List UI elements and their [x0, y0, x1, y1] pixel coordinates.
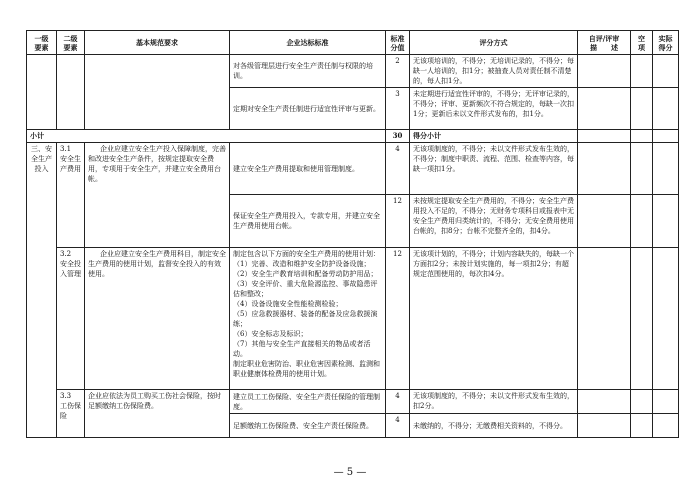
- enterprise-standard-cell: 定期对安全生产责任制进行适宜性评审与更新。: [230, 88, 386, 130]
- subtotal-score: 30: [386, 130, 410, 143]
- enterprise-standard-cell: 建立员工工伤保险、安全生产责任保险的管理制度。: [230, 390, 386, 414]
- actual-score-cell: [653, 143, 679, 195]
- level1-section-cell: 三、安全生产投入: [27, 143, 57, 438]
- enterprise-standard-cell: 足额缴纳工伤保险费、安全生产责任保险费。: [230, 414, 386, 438]
- scoring-method-cell: 无该项制度的，不得分；未以文件形式发布生效的，不得分；制度中职责、流程、范围、检查等内容，每缺一项扣1分。: [410, 143, 578, 195]
- self-eval-cell: [578, 143, 631, 195]
- header-standard-score: 标准 分值: [386, 31, 410, 55]
- actual-score-cell: [653, 248, 679, 390]
- scoring-method-cell: 无该项计划的，不得分；计划内容缺失的，每缺一个方面扣2分；未按计划实施的，每一项扣2分；有超规定范围使用的，每次扣4分。: [410, 248, 578, 390]
- header-level2: 二级 要素: [57, 31, 85, 55]
- subtotal-method: 得分小计: [410, 130, 578, 143]
- actual-score-cell: [653, 88, 679, 130]
- self-eval-cell: [578, 414, 631, 438]
- empty-item-cell: [631, 130, 653, 143]
- level1-cell: [27, 55, 57, 130]
- basic-requirement-cell: 企业应依法为员工购买工伤社会保险，按时足额缴纳工伤保险费。: [85, 390, 230, 438]
- enterprise-standard-cell: 对各级管理层进行安全生产责任制与权限的培训。: [230, 55, 386, 88]
- basic-requirement-cell: [85, 55, 230, 130]
- enterprise-standard-cell: 保证安全生产费用投入，专款专用，并建立安全生产费用使用台帐。: [230, 195, 386, 248]
- empty-item-cell: [631, 55, 653, 88]
- scoring-method-cell: 未按规定提取安全生产费用的，不得分；安全生产费用投入不足的，不得分；无财务专项科目或报表中无安全生产费用归类统计的，不得分；无安全费用使用台帐的，扣8分；台帐不完整齐全的，扣4分。: [410, 195, 578, 248]
- self-eval-cell: [578, 195, 631, 248]
- self-eval-cell: [578, 130, 631, 143]
- header-self-evaluation: 自评/评审 描 述: [578, 31, 631, 55]
- scoring-method-cell: 无该项制度的，不得分；未以文件形式发布生效的，扣2分。: [410, 390, 578, 414]
- subtotal-label: 小计: [27, 130, 386, 143]
- standard-score-cell: 3: [386, 88, 410, 130]
- scoring-method-cell: 未定期进行适宜性评审的，不得分；无评审记录的，不得分；评审、更新频次不符合规定的，每缺一次扣1分；更新后未以文件形式发布的，扣1分。: [410, 88, 578, 130]
- header-level1: 一级 要素: [27, 31, 57, 55]
- empty-item-cell: [631, 390, 653, 414]
- level2-cell: 3.1 安全生产费用: [57, 143, 85, 248]
- standard-score-cell: 12: [386, 248, 410, 390]
- scoring-method-cell: 无该项培训的，不得分；无培训记录的，不得分；每缺一人培训的，扣1分；被抽查人员对责任制不清楚的，每人扣1分。: [410, 55, 578, 88]
- empty-item-cell: [631, 143, 653, 195]
- standard-score-cell: 12: [386, 195, 410, 248]
- table-row: [27, 390, 679, 414]
- standard-score-cell: 4: [386, 143, 410, 195]
- empty-item-cell: [631, 195, 653, 248]
- header-empty-item: 空 项: [631, 31, 653, 55]
- actual-score-cell: [653, 195, 679, 248]
- page-number: — 5 —: [333, 467, 367, 478]
- empty-item-cell: [631, 88, 653, 130]
- basic-requirement-cell: 企业应建立安全生产投入保障制度，完善和改进安全生产条件，按规定提取安全费用，专项用于安全生产，并建立安全费用台帐。: [85, 143, 230, 248]
- table-row: [27, 55, 679, 88]
- enterprise-standard-cell: 建立安全生产费用提取和使用管理制度。: [230, 143, 386, 195]
- actual-score-cell: [653, 390, 679, 414]
- evaluation-table: [26, 30, 679, 438]
- enterprise-standard-cell: 制定包含以下方面的安全生产费用的使用计划： （1）完善、改造和维护安全防护设备设施； （2）安全生产教育培训和配备劳动防护用品； （3）安全评价、重大危险源监控、事故隐患评估和整改； （4）设备设施安全性能检测检验； （5）应急救援器材、装备的配备及应急救援演练； （6）安全标志及标识； （7）其他与安全生产直接相关的物品或者活动。 制定职业危害防治、职业危害因素检测、监测和职业健康体检费用的使用计划。: [230, 248, 386, 390]
- empty-item-cell: [631, 414, 653, 438]
- standard-score-cell: 4: [386, 390, 410, 414]
- header-enterprise-standard: 企业达标标准: [230, 31, 386, 55]
- standard-score-cell: 4: [386, 414, 410, 438]
- self-eval-cell: [578, 88, 631, 130]
- header-basic-requirements: 基本规范要求: [85, 31, 230, 55]
- actual-score-cell: [653, 55, 679, 88]
- table-row: [27, 248, 679, 390]
- self-eval-cell: [578, 390, 631, 414]
- actual-score-cell: [653, 130, 679, 143]
- header-actual-score: 实际 得分: [653, 31, 679, 55]
- self-eval-cell: [578, 55, 631, 88]
- header-scoring-method: 评分方式: [410, 31, 578, 55]
- subtotal-row: [27, 130, 679, 143]
- level2-cell: [57, 55, 85, 130]
- basic-requirement-cell: 企业应建立安全生产费用科目，制定安全生产费用的使用计划，监督安全投入的有效使用。: [85, 248, 230, 390]
- actual-score-cell: [653, 414, 679, 438]
- level2-cell: 3.2 安全投入管理: [57, 248, 85, 390]
- level2-cell: 3.3 工伤保险: [57, 390, 85, 438]
- scoring-method-cell: 未缴纳的，不得分；无缴费相关资料的，不得分。: [410, 414, 578, 438]
- empty-item-cell: [631, 248, 653, 390]
- table-row: [27, 143, 679, 195]
- self-eval-cell: [578, 248, 631, 390]
- standard-score-cell: 2: [386, 55, 410, 88]
- header-row: [27, 31, 679, 55]
